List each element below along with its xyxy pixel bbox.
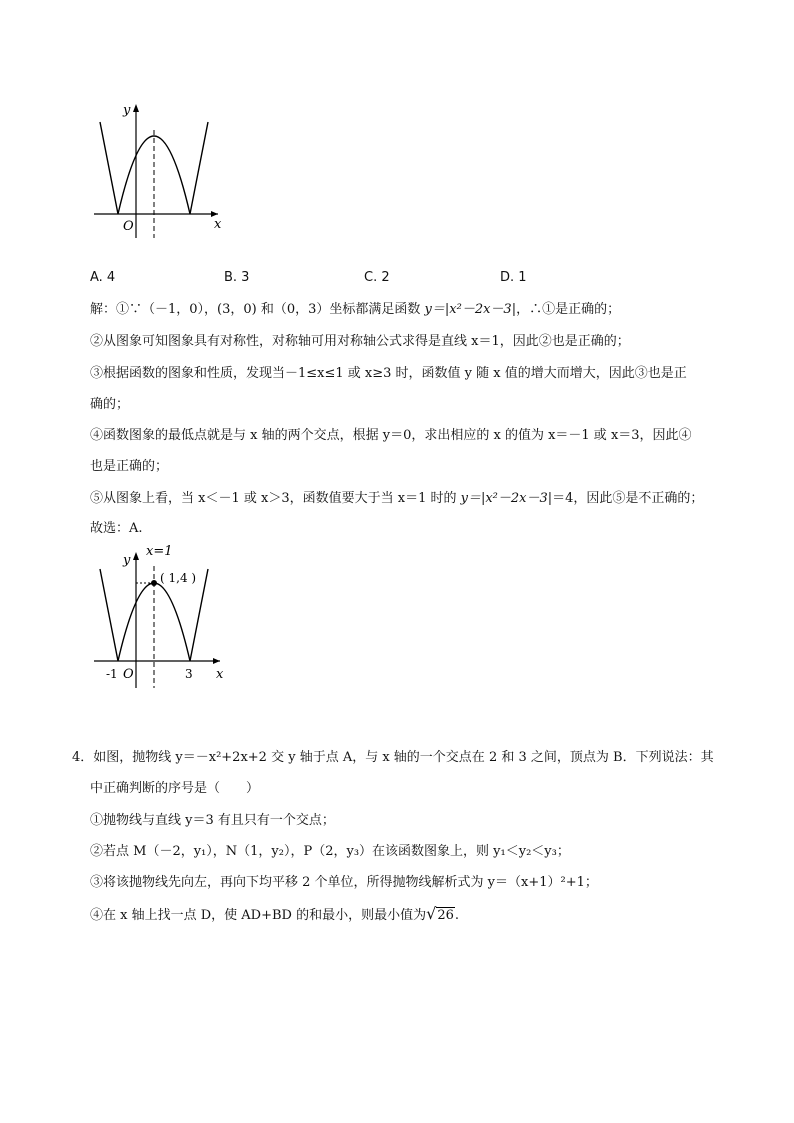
sqrt-radicand: 26 xyxy=(437,908,454,923)
solution-line-2: ②从图象可知图象具有对称性，对称轴可用对称轴公式求得是直线 x＝1，因此②也是正确的； xyxy=(90,334,630,349)
solution-line-5: ④函数图象的最低点就是与 x 轴的两个交点，根据 y＝0，求出相应的 x 的值为 x＝－1 或 x＝3，因此④ xyxy=(90,428,692,443)
left-root-label: -1 xyxy=(106,667,118,681)
solution-line-6: 也是正确的； xyxy=(90,459,169,474)
x-label: x xyxy=(216,667,224,682)
solution-line-3: ③根据函数的图象和性质，发现当－1≤x≤1 或 x≥3 时，函数值 y 随 x 值的增大而增大，因此③也是正 xyxy=(90,366,687,381)
option-c: C. 2 xyxy=(364,270,390,285)
origin-label: O xyxy=(123,667,134,682)
y-label: y xyxy=(123,103,131,118)
sqrt-sign: √ xyxy=(426,904,437,923)
solution-line-8: 故选：A. xyxy=(90,521,143,536)
x-label: x xyxy=(214,217,222,232)
solution-line-7: ⑤从图象上看，当 x＜－1 或 x＞3，函数值要大于当 x＝1 时的 y＝|x²－2x－3|＝4，因此⑤是不正确的； xyxy=(90,491,704,506)
vertex-point xyxy=(151,580,157,586)
solution-line-1: 解：①∵（－1，0），(3，0) 和（0，3）坐标都满足函数 y＝|x²－2x－3|，∴①是正确的； xyxy=(90,302,621,317)
graph-1 xyxy=(90,100,230,240)
q4-statement-3: ③将该抛物线先向左，再向下均平移 2 个单位，所得抛物线解析式为 y＝（x+1）²+1； xyxy=(90,875,598,890)
q4-statement-1: ①抛物线与直线 y＝3 有且只有一个交点； xyxy=(90,813,335,828)
origin-label: O xyxy=(123,219,134,234)
q4-statement-2: ②若点 M（－2，y₁），N（1，y₂），P（2，y₃）在该函数图象上，则 y₁＜y₂＜y₃； xyxy=(90,844,570,859)
right-root-label: 3 xyxy=(185,667,193,681)
graph-2 xyxy=(90,540,240,690)
option-a: A. 4 xyxy=(90,270,116,285)
q4-line-1: 4．如图，抛物线 y＝－x²+2x+2 交 y 轴于点 A，与 x 轴的一个交点在 2 和 3 之间，顶点为 B．下列说法：其 xyxy=(72,750,714,765)
vertex-label: ( 1,4 ) xyxy=(160,571,197,585)
curve xyxy=(100,122,208,214)
q4-statement-4: ④在 x 轴上找一点 D，使 AD+BD 的和最小，则最小值为√26. xyxy=(90,904,459,923)
symmetry-label: x=1 xyxy=(146,544,173,559)
y-label: y xyxy=(123,553,131,568)
q4-line-2: 中正确判断的序号是（ ） xyxy=(90,781,260,796)
solution-line-4: 确的； xyxy=(90,397,130,412)
option-b: B. 3 xyxy=(224,270,250,285)
fn-expression: y＝|x²－2x－3| xyxy=(424,302,517,317)
option-d: D. 1 xyxy=(500,270,527,285)
